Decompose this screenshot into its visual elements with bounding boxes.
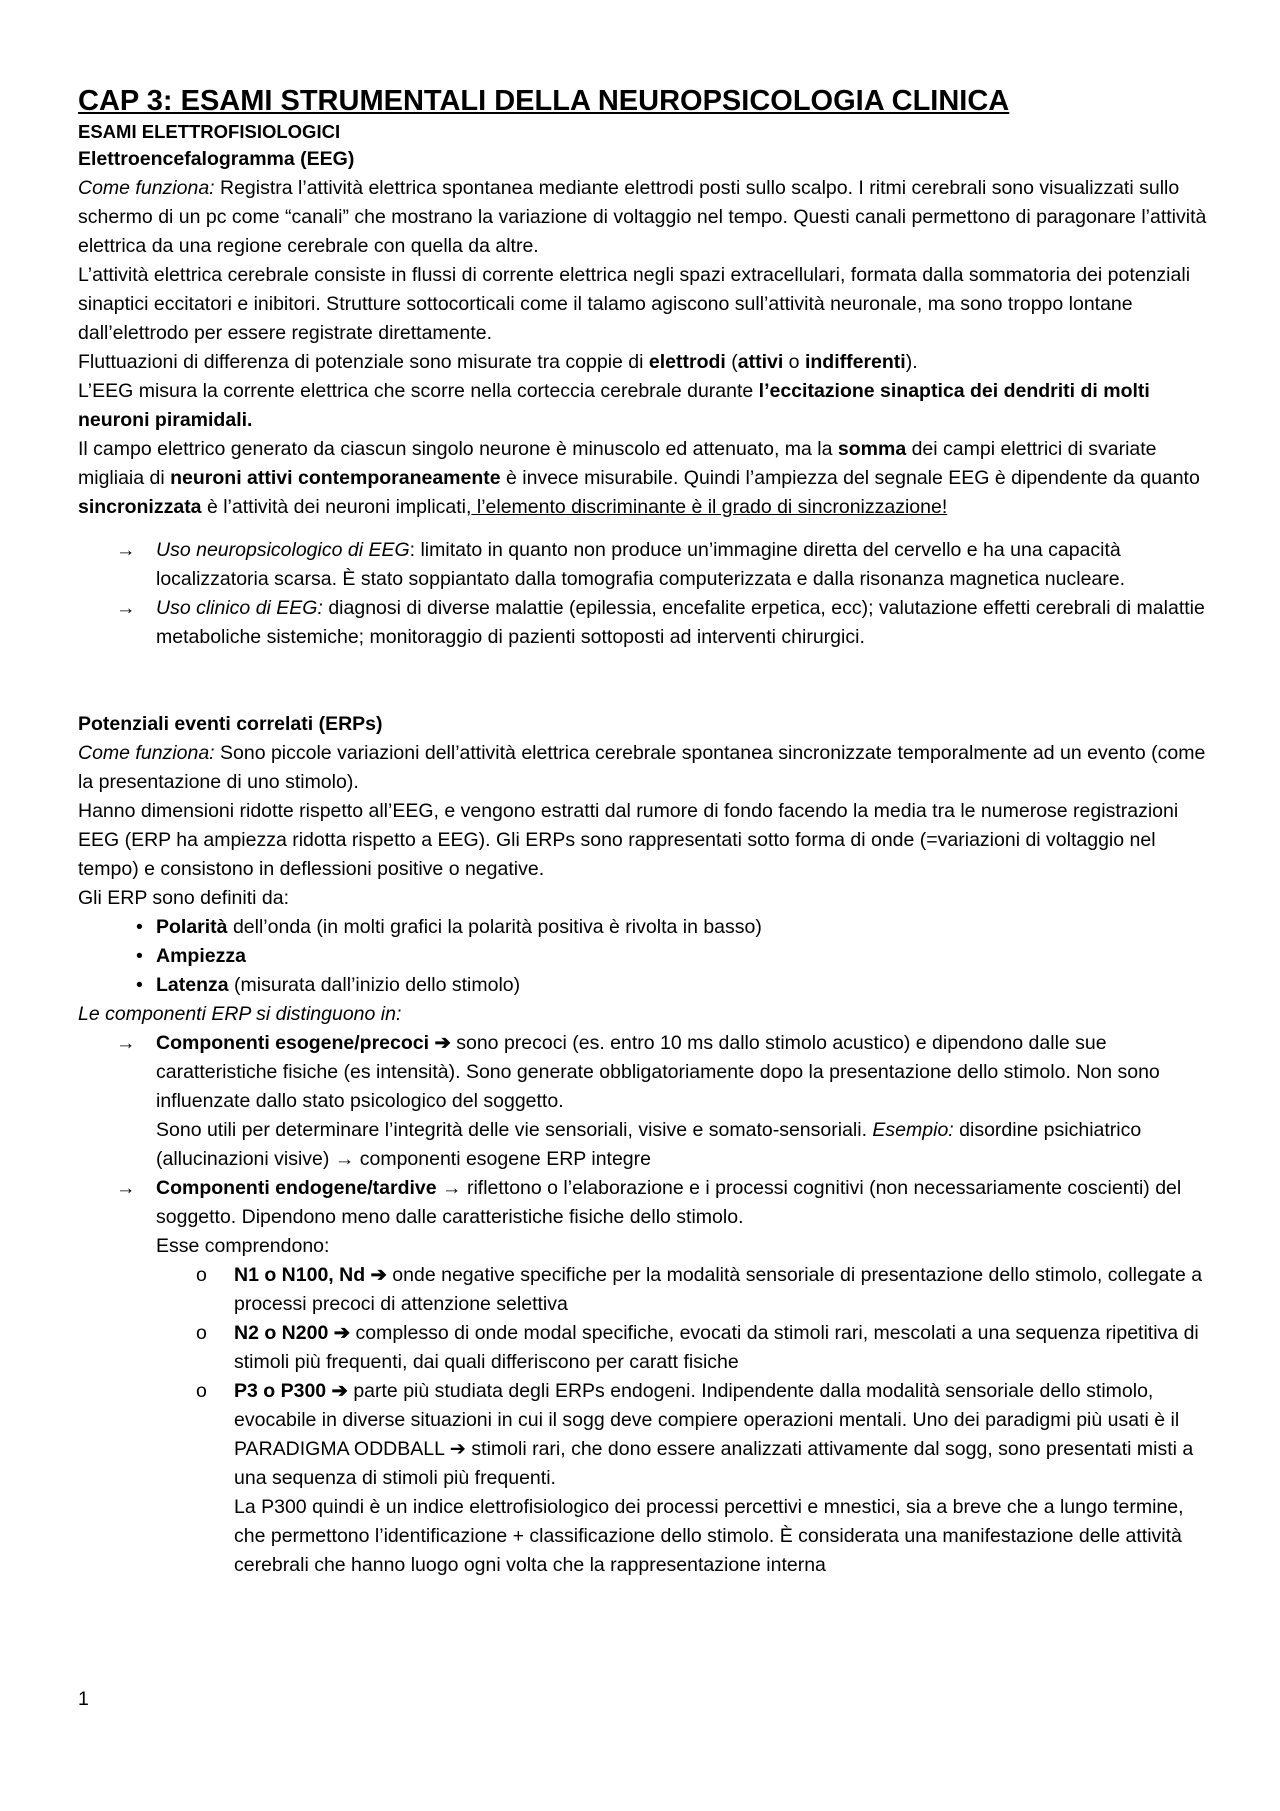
text-run: dell’onda (in molti grafici la polarità positiva è rivolta in basso) bbox=[227, 916, 762, 938]
list-item bbox=[78, 1174, 1208, 1261]
arrow-icon: → bbox=[116, 539, 136, 561]
italic-run: Le componenti ERP si distinguono in: bbox=[78, 1003, 402, 1025]
erp-how-label: Come funziona: bbox=[78, 742, 215, 764]
text-run: → riflettono o l’elaborazione e i processi cognitivi (non necessariamente coscienti) del soggetto. Dipendono meno dalle caratteristiche fisiche dello stimolo. bbox=[156, 1177, 1182, 1228]
bold-run: attivi bbox=[737, 351, 784, 373]
list-item bbox=[78, 971, 1208, 1000]
erp-paragraph-2: Hanno dimensioni ridotte rispetto all’EEG, e vengono estratti dal rumore di fondo facendo la media tra le numerose registrazioni EEG (ERP ha ampiezza ridotta rispetto a EEG). Gli ERPs sono rappresentati sotto forma di onde (=variazioni di voltaggio nel tempo) e consistono in deflessioni positive o negative. bbox=[78, 800, 1179, 880]
list-item bbox=[78, 1261, 1208, 1319]
eeg-paragraph-4 bbox=[78, 377, 1208, 435]
circle-bullet-icon: o bbox=[196, 1322, 207, 1344]
arrow-icon: → bbox=[116, 1032, 136, 1054]
eeg-paragraph-1 bbox=[78, 174, 1208, 261]
text-run: dei campi elettrici di svariate migliaia di bbox=[78, 438, 1157, 489]
erp-how-text: Sono piccole variazioni dell’attività elettrica cerebrale spontanea sincronizzate temporalmente ad un evento (come la presentazione di uno stimolo). bbox=[78, 742, 1206, 793]
bold-run: Ampiezza bbox=[156, 945, 246, 967]
text-run: disordine psichiatrico (allucinazioni visive) → componenti esogene ERP integre bbox=[156, 1119, 1142, 1170]
eeg-paragraph-2: L’attività elettrica cerebrale consiste in flussi di corrente elettrica negli spazi extracellulari, formata dalla sommatoria dei potenziali sinaptici eccitatori e inibitori. Strutture sottocorticali come il talamo agiscono sull’attività neuronale, ma sono troppo lontane dall’elettrodo per essere registrate direttamente. bbox=[78, 264, 1191, 344]
text-run: Fluttuazioni di differenza di potenziale sono misurate tra coppie di bbox=[78, 351, 649, 373]
bold-run: neuroni attivi contemporaneamente bbox=[170, 467, 501, 489]
text-run: L’EEG misura la corrente elettrica che scorre nella corteccia cerebrale durante bbox=[78, 380, 759, 402]
erp-components-list bbox=[78, 1029, 1208, 1261]
spacer bbox=[78, 652, 1208, 710]
erp-heading: Potenziali eventi correlati (ERPs) bbox=[78, 713, 383, 735]
text-run: Esse comprendono: bbox=[156, 1235, 330, 1257]
page-number: 1 bbox=[78, 1688, 89, 1710]
bold-run: N1 o N100, Nd bbox=[234, 1264, 366, 1286]
arrow-right-icon: ➔ bbox=[328, 1322, 351, 1344]
eeg-heading: Elettroencefalogramma (EEG) bbox=[78, 148, 355, 170]
bullet-icon: • bbox=[136, 974, 143, 996]
italic-run: Uso clinico di EEG: bbox=[156, 597, 323, 619]
bold-run: l’eccitazione sinaptica dei dendriti di molti neuroni piramidali. bbox=[78, 380, 1150, 431]
bold-run: indifferenti bbox=[804, 351, 906, 373]
bold-run: elettrodi bbox=[648, 351, 726, 373]
list-item bbox=[78, 913, 1208, 942]
arrow-icon: → bbox=[116, 1177, 136, 1199]
eeg-how-text: Registra l’attività elettrica spontanea mediante elettrodi posti sullo scalpo. I ritmi cerebrali sono visualizzati sullo schermo di un pc come “canali” che mostrano la variazione di voltaggio nel tempo. Questi canali permettono di paragonare l’attività elettrica da una regione cerebrale con quella da altre. bbox=[78, 177, 1207, 257]
list-item bbox=[78, 1319, 1208, 1377]
text-run: complesso di onde modal specifiche, evocati da stimoli rari, mescolati a una sequenza ripetitiva di stimoli più frequenti, dai quali differiscono per caratt fisiche bbox=[234, 1322, 1199, 1373]
bold-run: N2 o N200 bbox=[234, 1322, 329, 1344]
text-run: parte più studiata degli ERPs endogeni. Indipendente dalla modalità sensoriale dello stimolo, evocabile in diverse situazioni in cui il sogg deve compiere operazioni mentali. Uno dei paradigmi più usati è il PARADIGMA ODDBALL ➔ stimoli rari, che dono essere analizzati attivamente dal sogg, sono presentati misti a una sequenza di stimoli più frequenti. bbox=[234, 1380, 1194, 1489]
text-run: è invece misurabile. Quindi l’ampiezza del segnale EEG è dipendente da quanto bbox=[500, 467, 1200, 489]
text-run: o bbox=[783, 351, 805, 373]
section-heading: ESAMI ELETTROFISIOLOGICI bbox=[78, 121, 341, 142]
bold-run: Componenti esogene/precoci bbox=[156, 1032, 430, 1054]
eeg-paragraph-3 bbox=[78, 348, 1208, 377]
arrow-right-icon: ➔ bbox=[326, 1380, 348, 1402]
arrow-icon: → bbox=[116, 597, 136, 619]
bullet-icon: • bbox=[136, 916, 143, 938]
bold-run: somma bbox=[837, 438, 907, 460]
chapter-title: CAP 3: ESAMI STRUMENTALI DELLA NEUROPSICOLOGIA CLINICA bbox=[78, 85, 1010, 117]
list-item bbox=[78, 1029, 1208, 1174]
list-item bbox=[78, 942, 1208, 971]
erp-paragraph-3: Gli ERP sono definiti da: bbox=[78, 887, 290, 909]
circle-bullet-icon: o bbox=[196, 1380, 207, 1402]
text-run: : limitato in quanto non produce un’immagine diretta del cervello e ha una capacità localizzatoria scarsa. È stato soppiantato dalla tomografia computerizzata e dalla risonanza magnetica nucleare. bbox=[156, 539, 1126, 590]
text-run: Sono utili per determinare l’integrità delle vie sensoriali, visive e somato-sensoriali. bbox=[156, 1119, 873, 1141]
text-run: ( bbox=[725, 351, 738, 373]
text-run: sono precoci (es. entro 10 ms dallo stimolo acustico) e dipendono dalle sue caratteristiche fisiche (es intensità). Sono generate obbligatoriamente dopo la presentazione dello stimolo. Non sono influenzate dallo stato psicologico del soggetto. bbox=[156, 1032, 1160, 1112]
arrow-right-icon: ➔ bbox=[365, 1264, 387, 1286]
bold-run: P3 o P300 bbox=[234, 1380, 327, 1402]
document-page bbox=[78, 84, 1208, 1580]
circle-bullet-icon: o bbox=[196, 1264, 207, 1286]
p300-paragraph: La P300 quindi è un indice elettrofisiologico dei processi percettivi e mnestici, sia a breve che a lungo termine, che permettono l’identificazione + classificazione dello stimolo. È considerata una manifestazione delle attività cerebrali che hanno luogo ogni volta che la rappresentazione interna bbox=[234, 1496, 1184, 1576]
text-run: Il campo elettrico generato da ciascun singolo neurone è minuscolo ed attenuato, ma la bbox=[78, 438, 838, 460]
list-item bbox=[78, 594, 1208, 652]
text-run: (misurata dall’inizio dello stimolo) bbox=[228, 974, 521, 996]
underlined-run: l’elemento discriminante è il grado di sincronizzazione! bbox=[471, 496, 948, 518]
erp-definitions-list bbox=[78, 913, 1208, 1000]
bold-run: sincronizzata bbox=[78, 496, 202, 518]
eeg-how-label: Come funziona: bbox=[78, 177, 215, 199]
bold-run: Componenti endogene/tardive bbox=[156, 1177, 437, 1199]
eeg-paragraph-5 bbox=[78, 435, 1208, 522]
list-item bbox=[78, 536, 1208, 594]
endogenous-components-list bbox=[78, 1261, 1208, 1493]
italic-run: Uso neuropsicologico di EEG bbox=[156, 539, 410, 561]
erp-components-intro bbox=[78, 1000, 1208, 1029]
text-run: diagnosi di diverse malattie (epilessia, encefalite erpetica, ecc); valutazione effetti cerebrali di malattie metaboliche sistemiche; monitoraggio di pazienti sottoposti ad interventi chirurgici. bbox=[156, 597, 1205, 648]
erp-paragraph-1 bbox=[78, 739, 1208, 797]
italic-run: Esempio: bbox=[872, 1119, 954, 1141]
text-run: è l’attività dei neuroni implicati, bbox=[201, 496, 472, 518]
list-item bbox=[78, 1377, 1208, 1493]
bullet-icon: • bbox=[136, 945, 143, 967]
bold-run: Latenza bbox=[156, 974, 229, 996]
arrow-right-icon: ➔ bbox=[429, 1032, 451, 1054]
text-run: onde negative specifiche per la modalità sensoriale di presentazione dello stimolo, collegate a processi precoci di attenzione selettiva bbox=[234, 1264, 1203, 1315]
text-run: ). bbox=[905, 351, 918, 373]
eeg-uses-list bbox=[78, 536, 1208, 652]
bold-run: Polarità bbox=[156, 916, 228, 938]
